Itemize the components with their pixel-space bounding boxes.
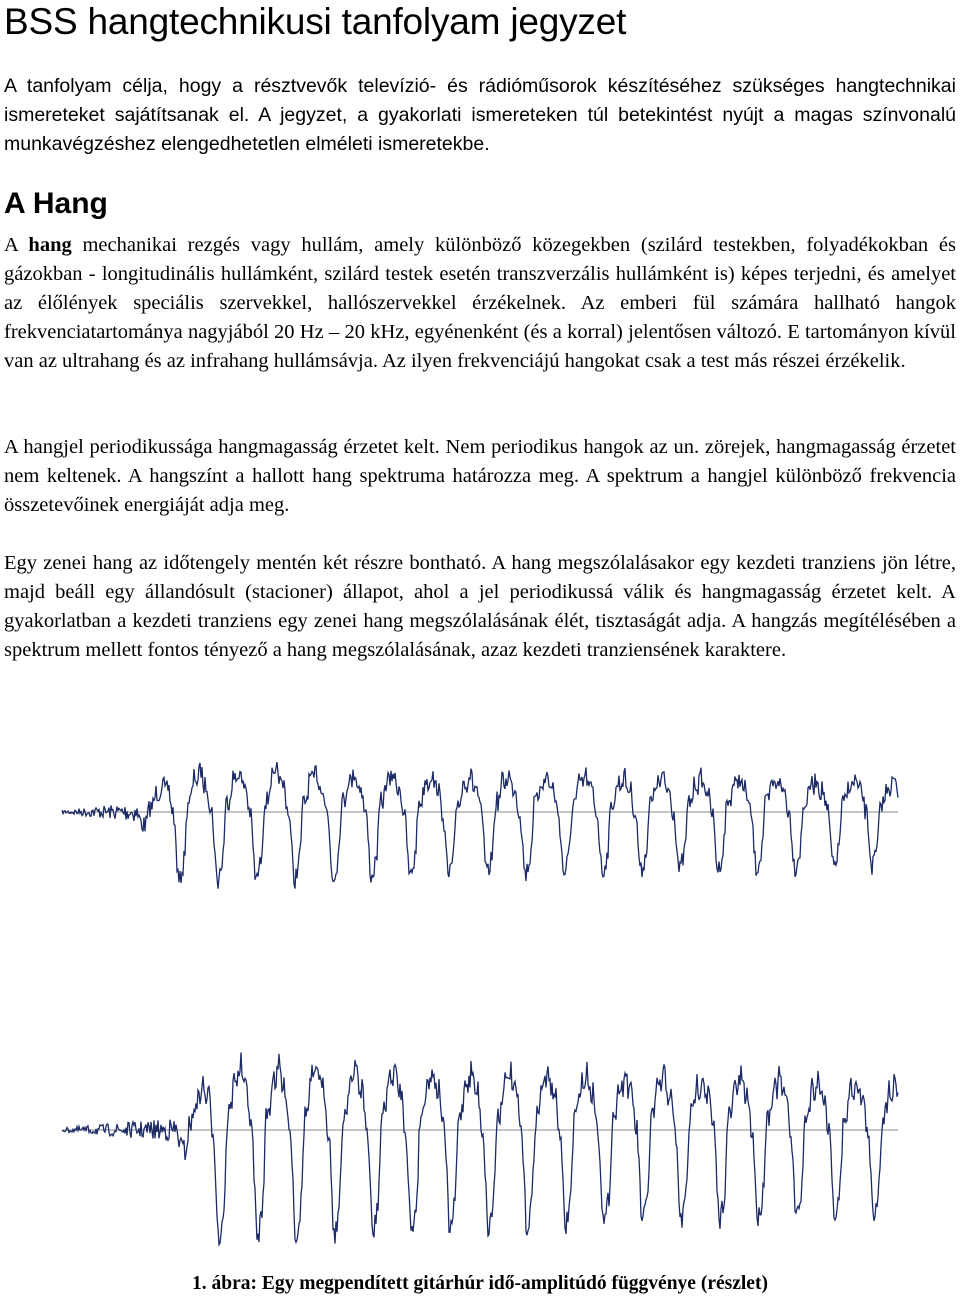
paragraph-lead: A [4,234,29,256]
figure-caption: 1. ábra: Egy megpendített gitárhúr idő-amplitúdó függvénye (részlet) [192,1273,768,1294]
waveform-trace [62,762,898,889]
intro-paragraph: A tanfolyam célja, hogy a résztvevők televízió- és rádióműsorok készítéséhez szükséges hangtechnikai ismereteket sajátítsanak el. A jegyzet, a gyakorlati ismereteken túl betekintést nyújt a magas színvonalú munkavégzéshez elengedhetetlen elméleti ismeretekbe. [4,75,956,155]
paragraph-transient: Egy zenei hang az időtengely mentén két részre bontható. A hang megszólalásakor egy kezdeti tranziens jön létre, majd beáll egy állandósult (stacioner) állapot, ahol a jel periodikussá válik és hangmagasság érzetet kelt. A gyakorlatban a kezdeti tranziens egy zenei hang megszólalásának élét, tisztaságát adja. A hangzás megítélésében a spektrum mellett fontos tényező a hang megszólalásának, azaz kezdeti tranziensének karaktere. [4,552,956,661]
section-heading: A Hang [4,187,108,220]
waveform-panel-bottom [62,1052,898,1244]
term-hang: hang [28,234,72,256]
paragraph-body: mechanikai rezgés vagy hullám, amely különböző közegekben (szilárd testekben, folyadékokban és gázokban - longitudinális hullámként, szilárd testek esetén transzverzális hullámként is) képes terjedni, és amelyet az élőlények speciális szervekkel, hallószervekkel érzékelnek. Az emberi fül számára hallható hangok frekvenciatartománya nagyjából 20 Hz – 20 kHz, egyénenként (és a korral) jelentősen változó. E tartományon kívül van az ultrahang és az infrahang hullámsávja. Az ilyen frekvenciájú hangokat csak a test más részei érzékelik. [4,234,956,372]
paragraph-sound-definition [4,231,956,376]
paragraph-periodicity: A hangjel periodikussága hangmagasság érzetet kelt. Nem periodikus hangok az un. zörejek, hangmagasság érzetet nem keltenek. A hangszínt a hallott hang spektruma határozza meg. A spektrum a hangjel különböző frekvencia összetevőinek energiáját adja meg. [4,436,956,516]
waveform-trace [62,1052,898,1244]
document-title: BSS hangtechnikusi tanfolyam jegyzet [4,1,627,42]
waveform-panel-top [62,762,898,889]
waveform-image [0,740,960,1260]
waveform-figure [0,740,960,1260]
